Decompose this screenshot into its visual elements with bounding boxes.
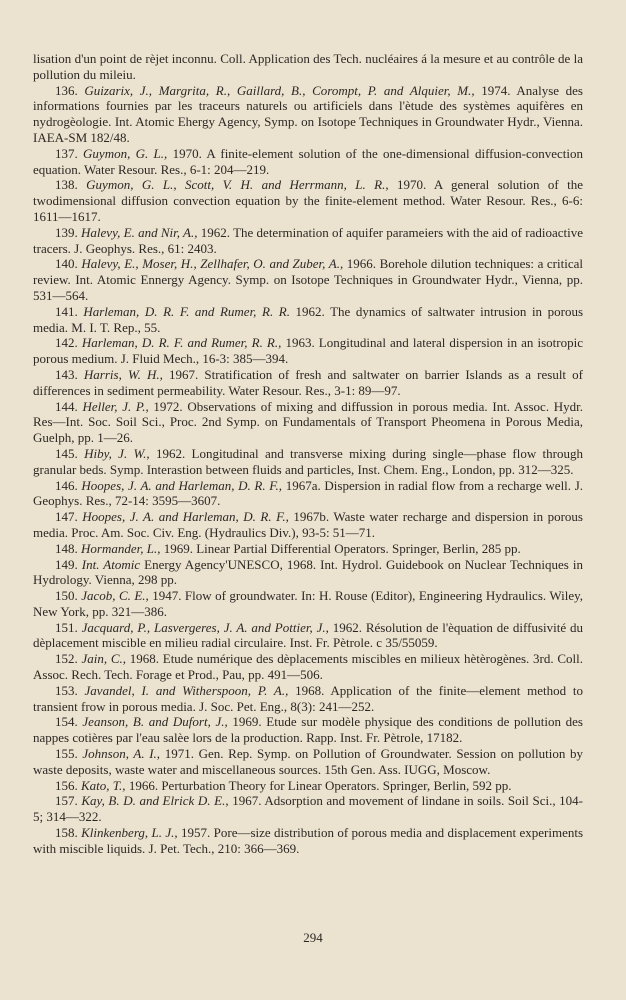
reference-entry — [33, 367, 583, 399]
reference-authors: Hormander, L., — [81, 540, 161, 556]
reference-number: 157. — [55, 793, 78, 809]
reference-entry — [33, 825, 583, 857]
reference-number: 142. — [55, 335, 78, 351]
reference-number: 136. — [55, 82, 78, 98]
reference-number: 152. — [55, 651, 78, 667]
reference-authors: Halevy, E. and Nir, A., — [81, 224, 198, 240]
reference-entry — [33, 714, 583, 746]
reference-number: 144. — [55, 398, 78, 414]
reference-entry — [33, 51, 583, 83]
reference-entry — [33, 478, 583, 510]
reference-text: lisation d'un point de rèjet inconnu. Coll. Application des Tech. nucléaires á la mesure et au contrôle de la pollution du mileiu. — [33, 51, 583, 82]
reference-text: 1967b. Waste water recharge and dispersion in porous media. Proc. Am. Soc. Civ. Eng. (Hydraulics Div.), 93-5: 51—71. — [33, 509, 583, 540]
reference-authors: Kato, T., — [81, 777, 126, 793]
reference-entry — [33, 651, 583, 683]
reference-number: 145. — [55, 445, 78, 461]
reference-text: 1968. Etude numérique des dèplacements miscibles en milieux hètèrogènes. 3rd. Coll. Assoc. Rech. Tech. Forage et Prod., Pau, pp. 491—506. — [33, 651, 583, 683]
page-number: 294 — [303, 930, 323, 945]
reference-authors: Hiby, J. W., — [84, 445, 150, 461]
reference-entry — [33, 746, 583, 778]
reference-entry — [33, 256, 583, 303]
reference-number: 149. — [55, 556, 78, 572]
reference-number: 147. — [55, 509, 78, 525]
reference-authors: Jacob, C. E., — [81, 588, 149, 604]
reference-number: 154. — [55, 714, 78, 730]
reference-entry — [33, 793, 583, 825]
reference-number: 141. — [55, 303, 78, 319]
reference-authors: Harris, W. H., — [83, 366, 163, 382]
reference-text: 1972. Observations of mixing and diffussion in porous media. Int. Assoc. Hydr. Res—Int. Soc. Soil Sci., Proc. 2nd Symp. on Fundamentals of Transport Pheomena in Porous Media, Guelph, pp. 1—26. — [33, 398, 584, 446]
reference-number: 156. — [55, 777, 78, 793]
reference-authors: Johnson, A. I., — [82, 746, 161, 762]
reference-authors: Jeanson, B. and Dufort, J., — [82, 714, 228, 730]
reference-number: 155. — [55, 746, 78, 762]
reference-text: 1966. Borehole dilution techniques: a critical review. Int. Atomic Ennergy Agency. Symp. on Isotope Techniques in Groundwater Hydr., Vienna, pp. 531—564. — [33, 256, 583, 303]
reference-text: 1962. The determination of aquifer parameiers with the aid of radioactive tracers. J. Geophys. Res., 61: 2403. — [33, 224, 584, 256]
reference-entry — [33, 778, 583, 794]
reference-text: 1957. Pore—size distribution of porous media and displacement experiments with miscible liquids. J. Pet. Tech., 210: 366—369. — [33, 825, 584, 856]
reference-entry — [33, 557, 583, 589]
reference-authors: Klinkenberg, L. J., — [81, 825, 178, 841]
reference-number: 153. — [55, 682, 78, 698]
reference-entry — [33, 177, 583, 224]
reference-authors: Jacquard, P., Lasvergeres, J. A. and Pottier, J., — [81, 619, 329, 635]
reference-number: 139. — [55, 224, 78, 240]
reference-text: 1962. The dynamics of saltwater intrusion in porous media. M. I. T. Rep., 55. — [33, 303, 584, 335]
reference-authors: Heller, J. P., — [82, 398, 149, 414]
reference-number: 148. — [55, 540, 78, 556]
reference-authors: Guymon, G. L., Scott, V. H. and Herrmann, L. R., — [86, 177, 389, 193]
reference-entry — [33, 225, 583, 257]
reference-authors: Hoopes, J. A. and Harleman, D. R. F., — [82, 509, 289, 525]
reference-authors: Guymon, G. L., — [83, 145, 168, 161]
reference-text: 1968. Application of the finite—element method to transient frow in porous media. J. Soc. Pet. Eng., 8(3): 241—252. — [33, 682, 584, 714]
reference-text: Energy Agency'UNESCO, 1968. Int. Hydrol. Guidebook on Nuclear Techniques in Hydrology. Vienna, 298 pp. — [33, 556, 584, 588]
reference-authors: Guizarix, J., Margrita, R., Gaillard, B., Corompt, P. and Alquier, M., — [84, 82, 475, 98]
reference-entry — [33, 399, 583, 446]
reference-text: 1963. Longitudinal and lateral dispersion in an isotropic porous medium. J. Fluid Mech., 16-3: 385—394. — [33, 335, 583, 367]
reference-authors: Jain, C., — [81, 651, 127, 667]
reference-authors: Harleman, D. R. F. and Rumer, R. R. — [83, 303, 290, 319]
reference-text: 1969. Linear Partial Differential Operators. Springer, Berlin, 285 pp. — [163, 540, 521, 556]
reference-authors: Hoopes, J. A. and Harleman, D. R. F., — [81, 477, 283, 493]
reference-authors: Int. Atomic — [81, 556, 141, 572]
reference-authors: Javandel, I. and Witherspoon, P. A., — [84, 682, 289, 698]
reference-authors: Harleman, D. R. F. and Rumer, R. R., — [81, 335, 282, 351]
reference-text: 1966. Perturbation Theory for Linear Operators. Springer, Berlin, 592 pp. — [128, 777, 512, 793]
reference-entry — [33, 683, 583, 715]
reference-entry — [33, 588, 583, 620]
reference-text: 1962. Longitudinal and transverse mixing during single—phase flow through granular beds. Symp. Interastion between fluids and particles, Inst. Chem. Eng., London, pp. 312—325. — [33, 445, 583, 477]
reference-entry — [33, 83, 583, 146]
reference-authors: Kay, B. D. and Elrick D. E., — [81, 793, 229, 809]
reference-text: 1969. Etude sur modèle physique des conditions de pollution des nappes cotières par l'eau salèe lors de la production. Rapp. Inst. Fr. Pètrole, 17182. — [33, 714, 583, 746]
reference-text: 1967a. Dispersion in radial flow from a recharge well. J. Geophys. Res., 72-14: 3595—3607. — [33, 477, 584, 509]
reference-text: 1962. Résolution de l'èquation de diffusivité du dèplacement miscible en milieu radial circulaire. Inst. Fr. Pètrole. c 35/55059. — [33, 619, 584, 651]
reference-number: 150. — [55, 588, 78, 604]
reference-text: 1947. Flow of groundwater. In: H. Rouse (Editor), Engineering Hydraulics. Wiley, New York, pp. 321—386. — [33, 588, 583, 619]
reference-entry — [33, 509, 583, 541]
reference-text: 1970. A finite-element solution of the one-dimensional diffusion-convection equation. Water Resour. Res., 6-1: 204—219. — [33, 145, 584, 177]
reference-authors: Halevy, E., Moser, H., Zellhafer, O. and Zuber, A., — [81, 256, 344, 272]
reference-number: 137. — [55, 145, 78, 161]
reference-number: 158. — [55, 825, 78, 841]
reference-number: 138. — [55, 177, 78, 193]
reference-number: 146. — [55, 477, 78, 493]
reference-number: 143. — [55, 366, 78, 382]
reference-text: 1971. Gen. Rep. Symp. on Pollution of Groundwater. Session on pollution by waste deposits, waste water and miscellaneous sources. 15th Gen. Ass. IUGG, Moscow. — [33, 746, 584, 777]
reference-number: 151. — [55, 619, 78, 635]
reference-entry — [33, 541, 583, 557]
reference-entry — [33, 446, 583, 478]
reference-text: 1974. Analyse des informations fournies par les traceurs naturels ou artificiels dans l'ètude des systèmes aquifères en nydrogèologie. Int. Atomic Ehergy Agency, Symp. on Isotope Techniques in Groundwater Hydr., Vienna. IAEA-SM 182/48. — [33, 82, 583, 145]
reference-entry — [33, 304, 583, 336]
reference-list — [33, 51, 583, 857]
reference-text: 1967. Stratification of fresh and saltwater on barrier Islands as a result of differences in sediment permeability. Water Resour. Res., 3-1: 89—97. — [33, 366, 584, 398]
reference-number: 140. — [55, 256, 78, 272]
reference-entry — [33, 146, 583, 178]
reference-entry — [33, 620, 583, 652]
reference-text: 1967. Adsorption and movement of lindane in soils. Soil Sci., 104-5; 314—322. — [33, 793, 584, 825]
reference-entry — [33, 335, 583, 367]
reference-text: 1970. A general solution of the twodimensional diffusion convection equation by the finite-element method. Water Resour. Res., 6-6: 1611—1617. — [33, 177, 584, 224]
